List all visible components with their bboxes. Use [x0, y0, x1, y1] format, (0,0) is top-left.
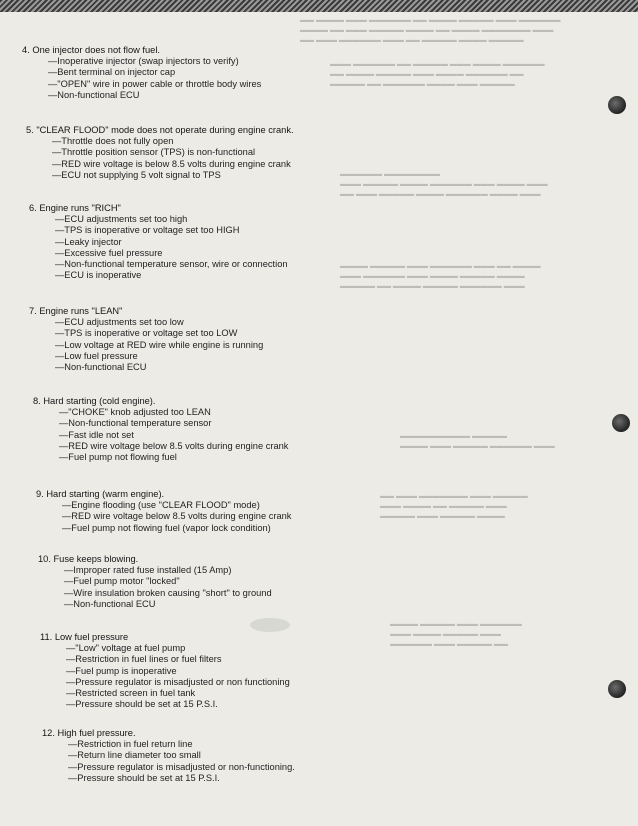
- section-title: 10. Fuse keeps blowing.: [38, 554, 139, 564]
- section-title: 9. Hard starting (warm engine).: [36, 489, 165, 499]
- bleed-through-text: ▬▬ ▬▬▬ ▬▬▬▬▬▬▬ ▬▬▬ ▬▬▬▬▬ ▬▬▬ ▬▬▬▬ ▬▬ ▬▬▬▬▬ ▬▬▬ ▬▬▬▬▬ ▬▬▬ ▬▬▬▬▬ ▬▬▬▬: [380, 493, 528, 520]
- list-item: —Pressure should be set at 15 P.S.I.: [68, 772, 220, 783]
- section-12: [42, 728, 295, 784]
- list-item: —Low fuel pressure: [55, 350, 138, 361]
- section-4: [22, 45, 261, 101]
- list-item: —Pressure should be set at 15 P.S.I.: [66, 699, 218, 710]
- list-item: —Excessive fuel pressure: [55, 247, 163, 258]
- list-item: —"OPEN" wire in power cable or throttle body wires: [48, 78, 262, 89]
- section-5: [26, 125, 294, 181]
- list-item: —TPS is inoperative or voltage set too LOW: [55, 328, 238, 339]
- section-title: 4. One injector does not flow fuel.: [22, 45, 160, 55]
- section-10: [38, 554, 272, 610]
- list-item: —RED wire voltage below 8.5 volts during engine crank: [59, 440, 289, 451]
- list-item: —"CHOKE" knob adjusted too LEAN: [59, 407, 211, 418]
- list-item: —Fast idle not set: [59, 429, 134, 440]
- list-item: —Throttle position sensor (TPS) is non-functional: [52, 147, 256, 158]
- list-item: —Engine flooding (use "CLEAR FLOOD" mode): [62, 500, 260, 511]
- list-item: —Inoperative injector (swap injectors to verify): [48, 56, 239, 67]
- section-title: 5. "CLEAR FLOOD" mode does not operate during engine crank.: [26, 125, 294, 135]
- list-item: —Non-functional ECU: [48, 89, 140, 100]
- list-item: —Restriction in fuel return line: [68, 739, 193, 750]
- list-item: —RED wire voltage below 8.5 volts during engine crank: [62, 511, 292, 522]
- list-item: —ECU adjustments set too low: [55, 317, 184, 328]
- section-11: [40, 632, 290, 710]
- list-item: —Restricted screen in fuel tank: [66, 688, 196, 699]
- list-item: —Non-functional ECU: [55, 362, 147, 373]
- list-item: —Wire insulation broken causing "short" to ground: [64, 587, 272, 598]
- bleed-through-text: ▬▬▬ ▬▬▬▬▬▬ ▬▬ ▬▬▬▬▬ ▬▬▬ ▬▬▬▬ ▬▬▬▬▬▬ ▬▬ ▬▬▬▬ ▬▬▬▬▬ ▬▬▬ ▬▬▬▬ ▬▬▬▬▬▬ ▬▬ ▬▬▬▬▬ ▬▬ ▬▬▬▬▬▬ ▬▬▬▬ ▬▬▬ ▬▬▬▬▬: [330, 61, 545, 88]
- section-title: 7. Engine runs "LEAN": [29, 306, 123, 316]
- section-title: 6. Engine runs "RICH": [29, 203, 121, 213]
- bleed-through-text: ▬▬ ▬▬▬▬ ▬▬▬ ▬▬▬▬▬▬ ▬▬ ▬▬▬▬ ▬▬▬▬▬ ▬▬▬ ▬▬▬▬▬▬ ▬▬▬▬ ▬▬ ▬▬▬ ▬▬▬▬▬ ▬▬▬▬ ▬▬ ▬▬▬▬ ▬▬▬▬▬▬▬ ▬▬▬ ▬▬ ▬▬▬ ▬▬▬▬▬▬ ▬▬▬ ▬▬ ▬▬▬▬▬ ▬▬▬▬ ▬▬▬▬▬: [300, 17, 561, 44]
- list-item: —ECU adjustments set too high: [55, 214, 188, 225]
- section-7: [29, 306, 263, 373]
- bleed-through-text: ▬▬▬▬ ▬▬▬▬▬ ▬▬▬ ▬▬▬▬▬▬ ▬▬▬ ▬▬ ▬▬▬▬ ▬▬▬ ▬▬▬▬▬▬ ▬▬▬ ▬▬▬▬ ▬▬▬▬▬ ▬▬▬▬ ▬▬▬▬▬ ▬▬ ▬▬▬▬ ▬▬▬▬▬ ▬▬▬▬▬▬ ▬▬▬: [340, 263, 541, 290]
- section-title: 8. Hard starting (cold engine).: [33, 396, 156, 406]
- list-item: —Leaky injector: [55, 236, 122, 247]
- section-title: 12. High fuel pressure.: [42, 728, 136, 738]
- section-6: [29, 203, 288, 281]
- list-item: —Fuel pump motor "locked": [64, 576, 180, 587]
- list-item: —RED wire voltage is below 8.5 volts during engine crank: [52, 158, 291, 169]
- bleed-through-text: ▬▬▬▬▬▬ ▬▬▬▬▬▬▬▬ ▬▬▬ ▬▬▬▬▬ ▬▬▬▬ ▬▬▬▬▬▬ ▬▬▬ ▬▬▬▬ ▬▬▬ ▬▬ ▬▬▬ ▬▬▬▬▬ ▬▬▬▬ ▬▬▬▬▬▬ ▬▬▬▬ ▬▬▬: [340, 171, 548, 198]
- list-item: —Pressure regulator is misadjusted or non functioning: [66, 676, 290, 687]
- section-9: [36, 489, 291, 534]
- list-item: —Bent terminal on injector cap: [48, 67, 176, 78]
- list-item: —Fuel pump not flowing fuel (vapor lock condition): [62, 522, 271, 533]
- list-item: —Non-functional temperature sensor: [59, 418, 212, 429]
- list-item: —ECU not supplying 5 volt signal to TPS: [52, 169, 221, 180]
- list-item: —"Low" voltage at fuel pump: [66, 643, 186, 654]
- list-item: —Fuel pump is inoperative: [66, 665, 177, 676]
- list-item: —Fuel pump not flowing fuel: [59, 452, 177, 463]
- list-item: —Restriction in fuel lines or fuel filters: [66, 654, 222, 665]
- list-item: —Return line diameter too small: [68, 750, 201, 761]
- bleed-through-text: ▬▬▬▬▬▬▬▬▬▬ ▬▬▬▬▬ ▬▬▬▬ ▬▬▬ ▬▬▬▬▬ ▬▬▬▬▬▬ ▬▬▬: [400, 433, 555, 450]
- list-item: —TPS is inoperative or voltage set too HIGH: [55, 225, 240, 236]
- list-item: —Low voltage at RED wire while engine is running: [55, 339, 264, 350]
- list-item: —Pressure regulator is misadjusted or non-functioning.: [68, 761, 295, 772]
- list-item: —Improper rated fuse installed (15 Amp): [64, 565, 232, 576]
- section-8: [33, 396, 288, 463]
- list-item: —Non-functional temperature sensor, wire or connection: [55, 259, 288, 270]
- list-item: —ECU is inoperative: [55, 270, 142, 281]
- list-item: —Throttle does not fully open: [52, 136, 174, 147]
- section-title: 11. Low fuel pressure: [40, 632, 129, 642]
- bleed-through-text: ▬▬▬▬ ▬▬▬▬▬ ▬▬▬ ▬▬▬▬▬▬ ▬▬▬ ▬▬▬▬ ▬▬▬▬▬ ▬▬▬ ▬▬▬▬▬▬ ▬▬▬ ▬▬▬▬▬ ▬▬: [390, 621, 522, 648]
- list-item: —Non-functional ECU: [64, 598, 156, 609]
